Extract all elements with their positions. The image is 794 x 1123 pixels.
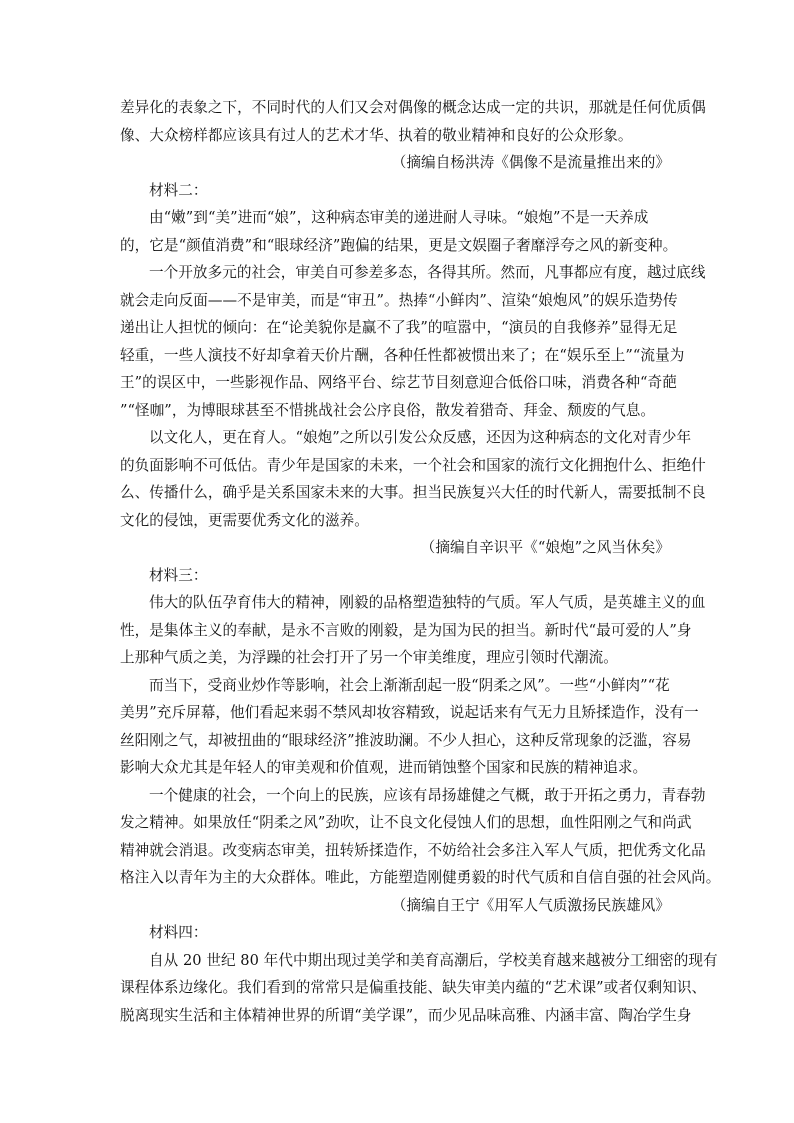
text-line: 王”的误区中，一些影视作品、网络平台、综艺节目刻意迎合低俗口味，消费各种“奇葩 bbox=[120, 374, 677, 391]
text-line: 课程体系边缘化。我们看到的常常只是偏重技能、缺失审美内蕴的“艺术课”或者仅剩知识、 bbox=[120, 979, 707, 996]
text-line: 丝阳刚之气，却被扭曲的“眼球经济”推波助澜。不少人担心，这种反常现象的泛滥，容易 bbox=[120, 731, 692, 749]
text-line: 的负面影响不可低估。青少年是国家的未来，一个社会和国家的流行文化拥抱什么、拒绝什 bbox=[120, 456, 706, 474]
document-body bbox=[120, 94, 721, 1029]
text-line: 么、传播什么，确乎是关系国家未来的大事。担当民族复兴大任的时代新人，需要抵制不良 bbox=[120, 484, 706, 501]
source-citation: （摘编自辛识平《“娘炮”之风当休矣》 bbox=[420, 539, 670, 556]
section-heading: 材料二： bbox=[149, 181, 208, 199]
text-line: 发之精神。如果放任“阴柔之风”劲吹，让不良文化侵蚀人们的思想，血性阳刚之气和尚武 bbox=[120, 814, 692, 831]
text-line: 就会走向反面——不是审美，而是“审丑”。热捧“小鲜肉”、渲染“娘炮风”的娱乐造势传 bbox=[120, 291, 678, 309]
text-line: 轻重，一些人演技不好却拿着天价片酬，各种任性都被惯出来了；在“娱乐至上”“流量为 bbox=[120, 346, 685, 364]
text-line: 一个健康的社会，一个向上的民族，应该有昂扬雄健之气概，敢于开拓之勇力，青春勃 bbox=[149, 786, 706, 804]
text-line: 的，它是“颜值消费”和“眼球经济”跑偏的结果，更是文娱圈子奢靡浮夸之风的新变种。 bbox=[120, 236, 678, 254]
text-line: 由“嫩”到“美”进而“娘”，这种病态审美的递进耐人寻味。“娘炮”不是一天养成 bbox=[149, 209, 649, 226]
text-line: 像、大众榜样都应该具有过人的艺术才华、执着的敬业精神和良好的公众形象。 bbox=[120, 126, 633, 144]
text-line: 影响大众尤其是年轻人的审美观和价值观，进而销蚀整个国家和民族的精神追求。 bbox=[120, 759, 648, 776]
text-line: 而当下，受商业炒作等影响，社会上渐渐刮起一股“阴柔之风”。一些“小鲜肉”“花 bbox=[149, 676, 670, 694]
text-line: 差异化的表象之下，不同时代的人们又会对偶像的概念达成一定的共识，那就是任何优质偶 bbox=[120, 99, 706, 116]
text-line: 性，是集体主义的奉献，是永不言败的刚毅，是为国为民的担当。新时代“最可爱的人”身 bbox=[120, 621, 692, 639]
text-line: 以文化人，更在育人。“娘炮”之所以引发公众反感，还因为这种病态的文化对青少年 bbox=[149, 429, 692, 446]
text-line: 自从 20 世纪 80 年代中期出现过美学和美育高潮后，学校美育越来越被分工细密的现有 bbox=[149, 951, 718, 969]
text-line: 上那种气质之美，为浮躁的社会打开了另一个审美维度，理应引领时代潮流。 bbox=[120, 649, 618, 666]
source-citation: （摘编自杨洪涛《偶像不是流量推出来的》 bbox=[391, 154, 670, 171]
text-line: 递出让人担忧的倾向：在“论美貌你是赢不了我”的喧嚣中，“演员的自我修养”显得无足 bbox=[120, 319, 678, 336]
text-line: 脱离现实生活和主体精神世界的所谓“美学课”，而少见品味高雅、内涵丰富、陶冶学生身 bbox=[120, 1006, 692, 1024]
text-line: 美男”充斥屏幕，他们看起来弱不禁风却妆容精致，说起话来有气无力且矫揉造作，没有一 bbox=[120, 704, 699, 721]
text-line: ”“怪咖”，为博眼球甚至不惜挑战社会公序良俗，散发着猎奇、拜金、颓废的气息。 bbox=[120, 401, 656, 419]
text-line: 文化的侵蚀，更需要优秀文化的滋养。 bbox=[120, 511, 369, 529]
source-citation: （摘编自王宁《用军人气质激扬民族雄风》 bbox=[391, 896, 670, 914]
section-heading: 材料三： bbox=[149, 566, 208, 584]
text-line: 伟大的队伍孕育伟大的精神，刚毅的品格塑造独特的气质。军人气质，是英雄主义的血 bbox=[149, 594, 706, 611]
text-line: 一个开放多元的社会，审美自可参差多态，各得其所。然而，凡事都应有度，越过底线 bbox=[149, 264, 706, 281]
text-line: 精神就会消退。改变病态审美，扭转矫揉造作，不妨给社会多注入军人气质，把优秀文化品 bbox=[120, 841, 706, 859]
section-heading: 材料四： bbox=[149, 924, 208, 941]
text-line: 格注入以青年为主的大众群体。唯此，方能塑造刚健勇毅的时代气质和自信自强的社会风尚。 bbox=[120, 869, 721, 886]
